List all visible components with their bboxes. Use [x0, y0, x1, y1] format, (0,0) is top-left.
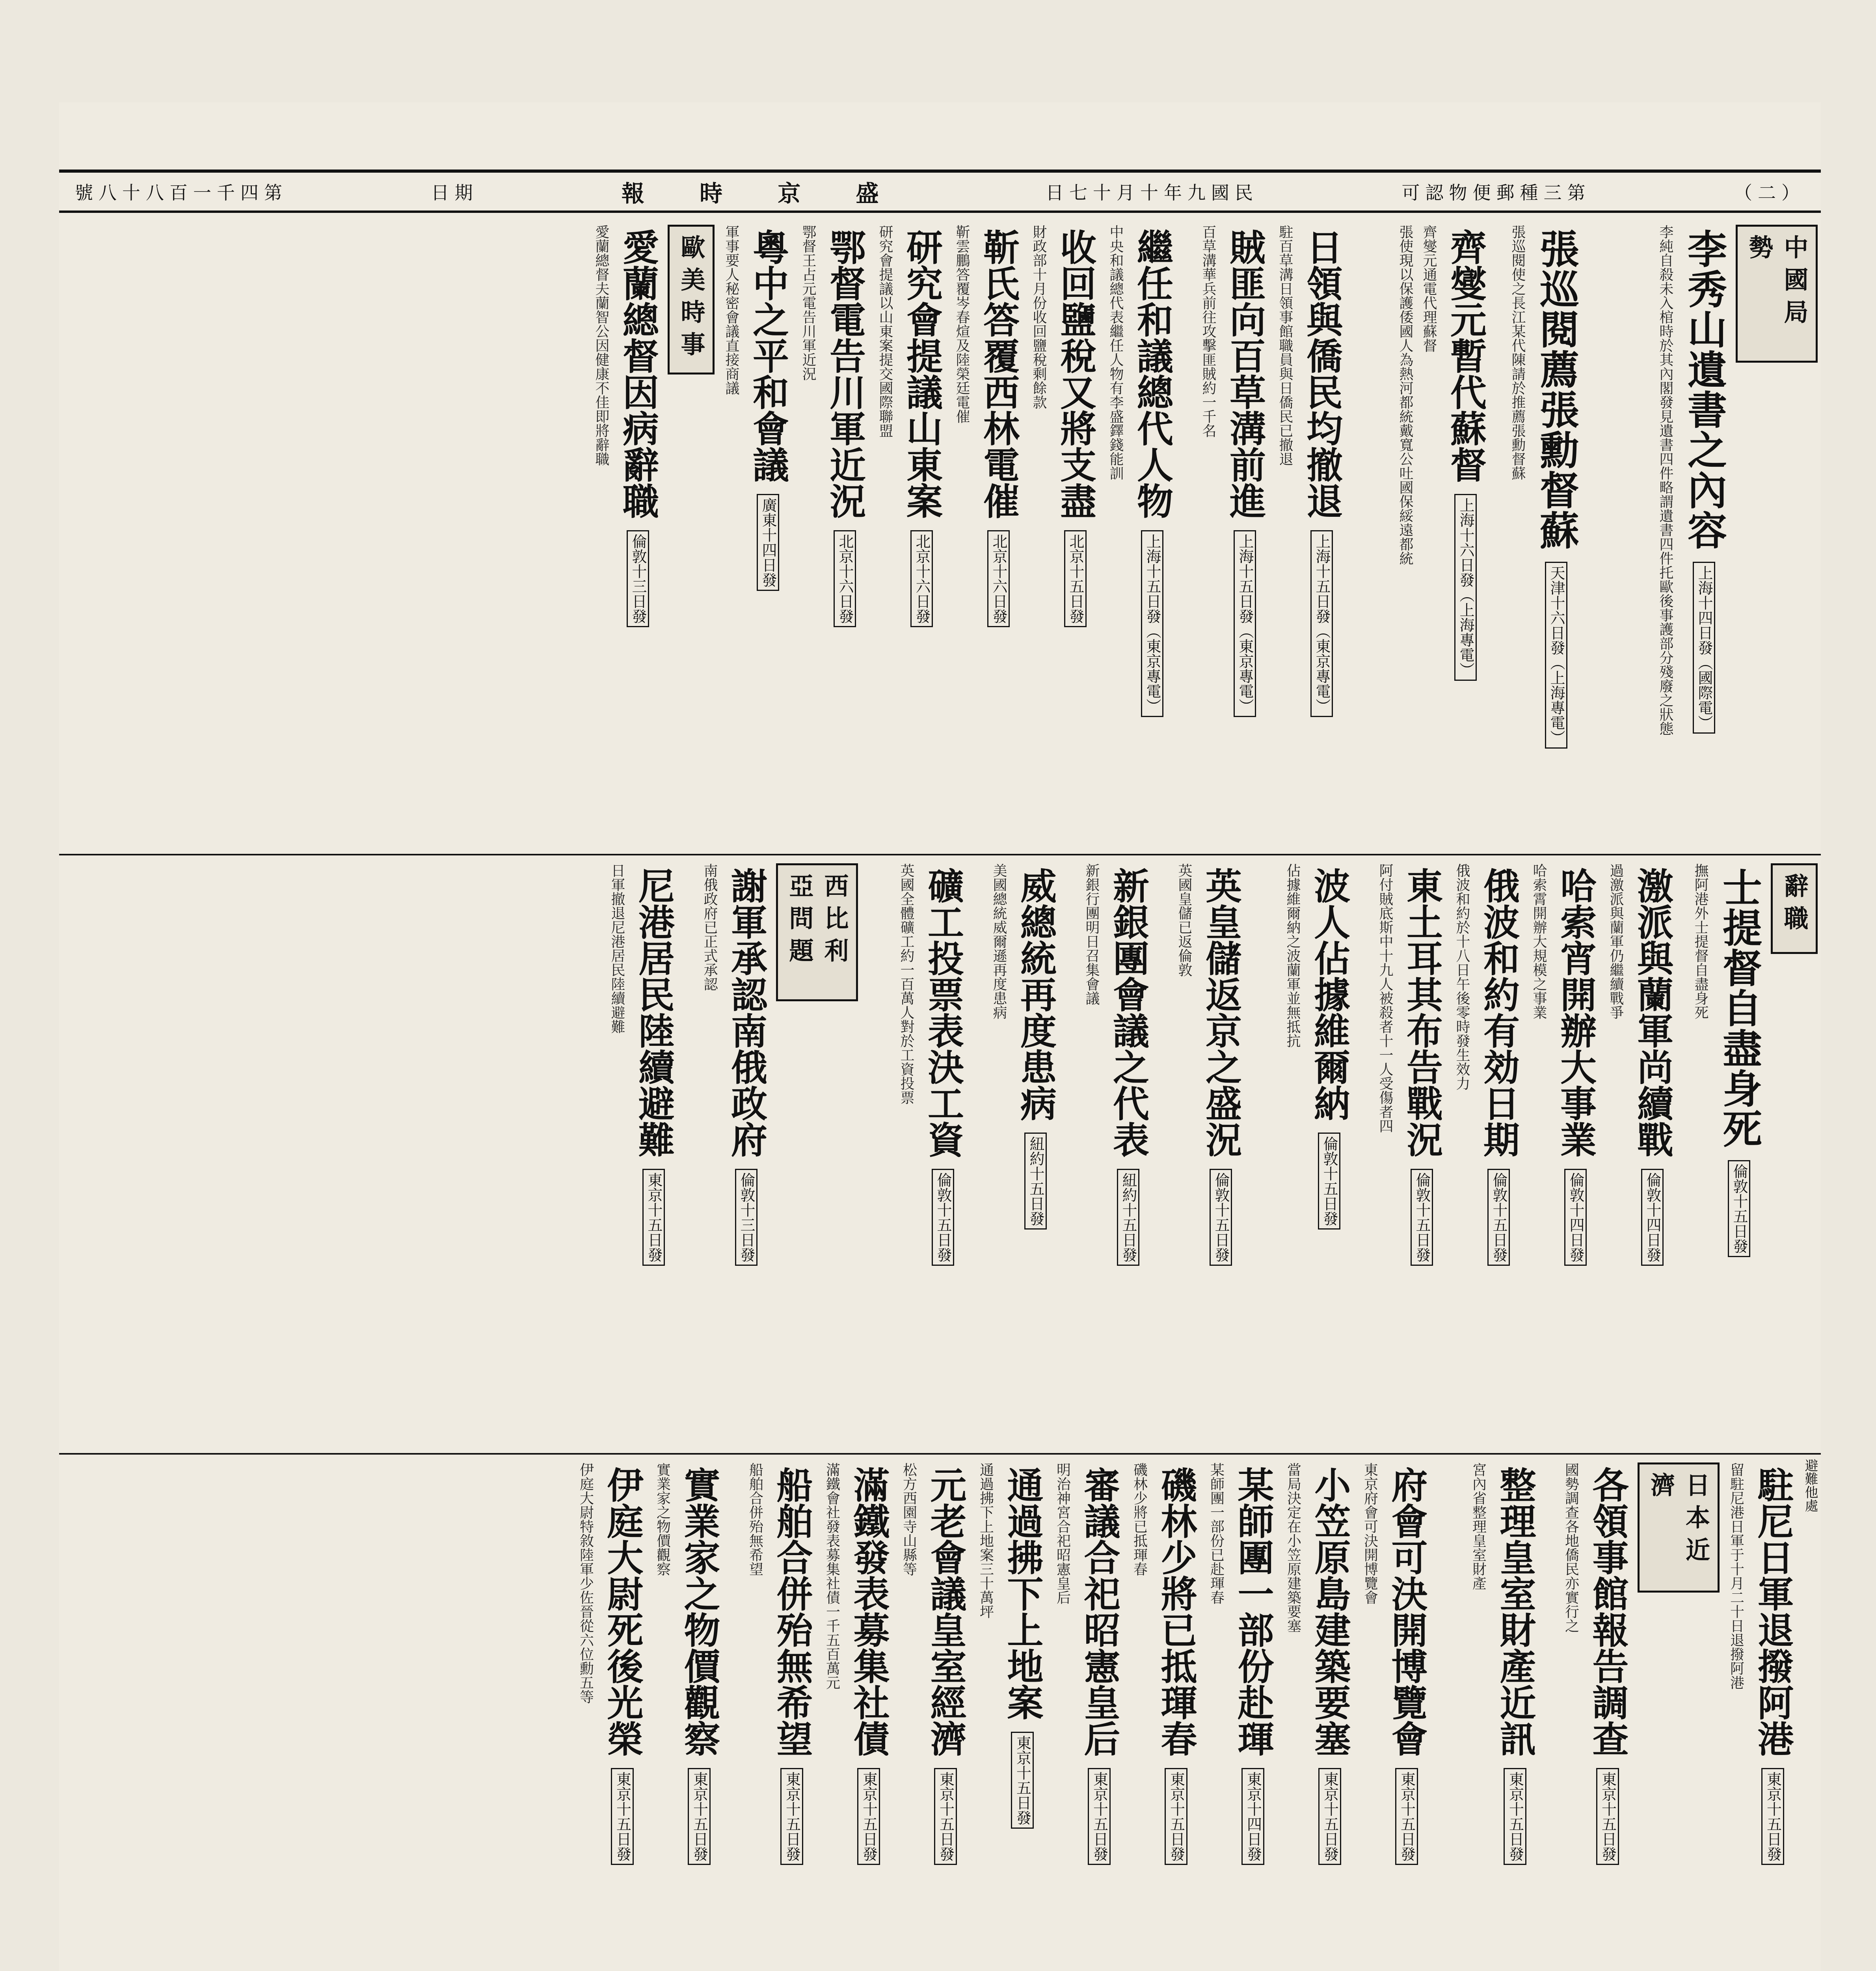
weekday: 日期: [431, 182, 478, 203]
article-35-title: 元老會議皇室經濟: [924, 1466, 967, 1757]
article-13-title: 愛蘭總督因病辭職: [617, 229, 659, 519]
article-2-title: 張巡閱薦張勳督蘇: [1533, 229, 1580, 550]
article-39-dateline: 東京十五日發: [611, 1768, 634, 1865]
article-29-title: 府會可決開博覽會: [1385, 1466, 1428, 1757]
article-11-body: 鄂督王占元電告川軍近況: [800, 225, 816, 381]
article-20: [1194, 855, 1247, 1453]
article-8-title: 收回鹽稅又將支盡: [1054, 229, 1097, 519]
article-30-title: 小笠原島建築要塞: [1308, 1466, 1351, 1757]
article-15: [1626, 855, 1679, 1453]
article-9-dateline: 北京十六日發: [987, 530, 1010, 627]
article-28-title: 整理皇室財產近訊: [1494, 1466, 1537, 1757]
article-14-dateline: 倫敦十五日發: [1728, 1160, 1751, 1257]
article-28-dateline: 東京十五日發: [1504, 1768, 1526, 1865]
article-17-dateline: 倫敦十五日發: [1487, 1169, 1510, 1266]
article-6-dateline: 上海十五日發（東京專電）: [1234, 530, 1256, 717]
article-34-dateline: 東京十五日發: [1011, 1732, 1034, 1829]
article-20-body: 英國皇儲已返倫敦: [1176, 863, 1192, 977]
article-35: [919, 1455, 972, 1971]
article-26-body: 留駐尼港日軍于十月二十日退撥阿港: [1728, 1462, 1744, 1690]
article-17-title: 俄波和約有効日期: [1478, 867, 1520, 1157]
article-22-dateline: 紐約十五日發: [1024, 1133, 1047, 1230]
article-22: [1009, 855, 1062, 1453]
article-12-body: 軍事要人秘密會議直接商議: [723, 225, 739, 395]
article-38-title: 實業家之物價觀察: [678, 1466, 721, 1757]
article-18-title: 東土耳其布告戰況: [1401, 867, 1443, 1157]
article-21-body: 新銀行團明日召集會議: [1083, 863, 1100, 1005]
article-15-dateline: 倫敦十四日發: [1641, 1169, 1664, 1266]
article-12: [741, 217, 795, 854]
newspaper-page: [59, 102, 1821, 1971]
issue-number: 號八十八百一千四第: [75, 182, 288, 203]
article-23-title: 礦工投票表決工資: [922, 867, 964, 1157]
newspaper-name: 報 時 京 盛: [621, 180, 903, 207]
article-31: [1226, 1455, 1280, 1971]
article-28-body: 宮內省整理皇室財產: [1470, 1462, 1487, 1590]
article-2: [1528, 217, 1585, 854]
section-japan-news: 日本近濟: [1638, 1462, 1720, 1593]
article-24: [720, 855, 773, 1453]
article-3-body: 齊燮元通電代理蘇督: [1421, 225, 1437, 352]
article-16-body: 哈索霄開辦大規模之事業: [1531, 863, 1547, 1019]
article-11: [818, 217, 871, 854]
article-2-body: 張巡閱使之長江某代陳請於推薦張勳督蘇: [1509, 225, 1526, 480]
masthead: [59, 170, 1821, 213]
section-world-affairs: 歐美時事: [668, 225, 715, 374]
article-33-dateline: 東京十五日發: [1088, 1768, 1111, 1865]
article-13-dateline: 倫敦十三日發: [627, 530, 650, 627]
band-world: [59, 855, 1821, 1455]
article-4-body: 張使現以保護倭國人為熱河都統戴寬公吐國保綏遠都統: [1397, 225, 1413, 565]
article-23: [916, 855, 970, 1453]
article-24-body: 南俄政府已正式承認: [702, 863, 718, 991]
article-1-title: 李秀山遺書之內容: [1681, 229, 1727, 550]
article-37-title: 船舶合併殆無希望: [770, 1466, 813, 1757]
article-21-title: 新銀團會議之代表: [1107, 867, 1150, 1157]
article-35-dateline: 東京十五日發: [934, 1768, 957, 1865]
article-36-body: 滿鐵會社發表募集社債一千五百萬元: [824, 1462, 840, 1690]
article-1-body: 李純自殺未入棺時於其內閣發見遺書四件略謂遺書四件托歐後事護部分殘廢之狀態: [1657, 225, 1673, 736]
article-8: [1049, 217, 1102, 854]
article-20-dateline: 倫敦十五日發: [1210, 1169, 1232, 1266]
article-10-dateline: 北京十六日發: [910, 530, 933, 627]
article-33-body: 明治神宮合祀昭憲皇后: [1054, 1462, 1071, 1604]
article-37: [765, 1455, 819, 1971]
article-10-title: 研究會提議山東案: [901, 229, 943, 519]
article-5: [1295, 217, 1348, 854]
article-26: [1746, 1455, 1800, 1971]
article-34: [996, 1455, 1049, 1971]
article-22-body: 美國總統威爾遜再度患病: [991, 863, 1007, 1019]
article-13-body: 愛蘭總督夫蘭智公因健康不佳即將辭職: [593, 225, 609, 466]
article-9: [972, 217, 1025, 854]
article-25-dateline: 東京十五日發: [642, 1169, 665, 1266]
article-7-dateline: 上海十五日發（東京專電）: [1141, 530, 1164, 717]
article-9-title: 靳氏答覆西林電催: [977, 229, 1020, 519]
article-32-body: 磯林少將已抵琿春: [1131, 1462, 1148, 1576]
article-11-title: 鄂督電告川軍近況: [824, 229, 866, 519]
article-27: [1581, 1455, 1634, 1971]
article-9-body: 靳雲鵬答覆岑春煊及陸榮廷電催: [954, 225, 970, 423]
article-37-body: 船舶合併殆無希望: [747, 1462, 763, 1576]
article-36-dateline: 東京十五日發: [857, 1768, 880, 1865]
article-38: [673, 1455, 726, 1971]
band-china: [59, 217, 1821, 855]
article-11-dateline: 北京十六日發: [834, 530, 856, 627]
article-27-body: 國勢調查各地僑民亦實行之: [1563, 1462, 1579, 1633]
article-15-body: 過激派與蘭軍仍繼續戰爭: [1608, 863, 1624, 1019]
article-19-dateline: 倫敦十五日發: [1318, 1133, 1341, 1230]
article-30-dateline: 東京十五日發: [1318, 1768, 1341, 1865]
publication-date: 日七十月十年九國民: [1046, 182, 1259, 203]
section-siberia: 西比利亞問題: [776, 863, 858, 1001]
band-japan: [59, 1455, 1821, 1971]
article-3: [1439, 217, 1492, 854]
article-16-dateline: 倫敦十四日發: [1564, 1169, 1587, 1266]
article-27-title: 各領事館報告調查: [1586, 1466, 1629, 1757]
article-23-body: 英國全體礦工約一百萬人對於工資投票: [898, 863, 914, 1105]
article-20-title: 英皇儲返京之盛況: [1200, 867, 1242, 1157]
article-19-title: 波人佔據維爾納: [1308, 867, 1351, 1121]
article-8-body: 財政部十月份收回鹽稅剩餘款: [1031, 225, 1047, 409]
article-21-dateline: 紐約十五日發: [1117, 1169, 1140, 1266]
article-31-title: 某師團一部份赴琿: [1232, 1466, 1275, 1757]
article-24-title: 謝軍承認南俄政府: [725, 867, 768, 1157]
article-5-title: 日領與僑民均撤退: [1301, 229, 1343, 519]
article-18-body: 阿付賊底斯中十九人被殺者十一人受傷者四: [1377, 863, 1393, 1133]
article-24-dateline: 倫敦十三日發: [735, 1169, 758, 1266]
article-21: [1102, 855, 1155, 1453]
article-14-title: 士提督自盡身死: [1716, 867, 1762, 1149]
article-1-dateline: 上海十四日發（國際電）: [1693, 562, 1716, 734]
article-28: [1489, 1455, 1542, 1971]
article-5-dateline: 上海十五日發（東京專電）: [1310, 530, 1333, 717]
article-6-title: 賊匪向百草溝前進: [1224, 229, 1266, 519]
article-26-title: 駐尼日軍退撥阿港: [1751, 1466, 1794, 1757]
article-18-dateline: 倫敦十五日發: [1411, 1169, 1433, 1266]
article-34-title: 通過拂下上地案: [1001, 1466, 1044, 1720]
article-23-dateline: 倫敦十五日發: [932, 1169, 955, 1266]
page-number: （二）: [1734, 182, 1805, 203]
article-14-body: 撫阿港外士提督自盡身死: [1692, 863, 1708, 1019]
article-35-body: 松方西園寺山縣等: [901, 1462, 917, 1576]
article-7-title: 繼任和議總代人物: [1131, 229, 1174, 519]
article-12-title: 粵中之平和會議: [747, 229, 789, 483]
article-6-body: 百草溝華兵前往攻擊匪賊約一千名: [1200, 225, 1216, 438]
article-32-title: 磯林少將已抵琿春: [1155, 1466, 1198, 1757]
article-22-title: 威總統再度患病: [1014, 867, 1057, 1121]
article-32: [1150, 1455, 1203, 1971]
article-7-body: 中央和議總代表繼任人物有李盛鐸錢能訓: [1107, 225, 1124, 480]
article-3-title: 齊燮元暫代蘇督: [1444, 229, 1487, 483]
article-36: [842, 1455, 895, 1971]
article-3-dateline: 上海十六日發（上海專電）: [1454, 494, 1477, 681]
article-29-body: 東京府會可決開博覽會: [1362, 1462, 1378, 1604]
article-25-title: 尼港居民陸續避難: [633, 867, 675, 1157]
article-18: [1395, 855, 1448, 1453]
article-8-dateline: 北京十五日發: [1064, 530, 1087, 627]
article-32-dateline: 東京十五日發: [1165, 1768, 1187, 1865]
article-38-dateline: 東京十五日發: [688, 1768, 711, 1865]
article-25: [627, 855, 680, 1453]
article-30-body: 當局決定在小笠原建築要塞: [1285, 1462, 1301, 1633]
postal-registration: 可認物便郵種三第: [1401, 182, 1591, 203]
article-19: [1303, 855, 1356, 1453]
article-39-title: 伊庭大尉死後光榮: [601, 1466, 644, 1757]
article-12-dateline: 廣東十四日發: [757, 494, 780, 591]
article-27-dateline: 東京十五日發: [1596, 1768, 1619, 1865]
article-29-dateline: 東京十五日發: [1395, 1768, 1418, 1865]
article-17: [1472, 855, 1525, 1453]
article-38-body: 實業家之物價觀察: [654, 1462, 671, 1576]
article-16: [1549, 855, 1602, 1453]
article-29: [1380, 1455, 1433, 1971]
article-33-title: 審議合祀昭憲皇后: [1078, 1466, 1121, 1757]
article-10: [895, 217, 948, 854]
article-13: [611, 217, 664, 854]
article-39: [596, 1455, 649, 1971]
article-33: [1073, 1455, 1126, 1971]
article-10-body: 研究會提議以山東案提交國際聯盟: [877, 225, 893, 438]
article-31-dateline: 東京十四日發: [1241, 1768, 1264, 1865]
article-25-body: 日軍撤退尼港居民陸續避難: [609, 863, 625, 1034]
article-7: [1126, 217, 1179, 854]
refugee-notice: 避難他處: [1802, 1459, 1818, 1512]
article-1: [1675, 217, 1733, 854]
article-15-title: 激派與蘭軍尚續戰: [1631, 867, 1674, 1157]
article-14: [1710, 855, 1768, 1453]
article-5-body: 駐百草溝日領事館職員與日僑民已撤退: [1277, 225, 1293, 466]
article-19-body: 佔據維爾納之波蘭軍並無抵抗: [1284, 863, 1301, 1048]
article-26-dateline: 東京十五日發: [1761, 1768, 1784, 1865]
section-resignation: 辭職: [1771, 863, 1818, 954]
article-34-body: 通過拂下上地案三十萬坪: [977, 1462, 994, 1619]
article-31-body: 某師團一部份已赴琿春: [1208, 1462, 1225, 1604]
section-china-affairs: 中國局勢: [1736, 225, 1818, 363]
article-39-body: 伊庭大尉特敘陸軍少佐晉從六位勳五等: [577, 1462, 594, 1704]
article-2-dateline: 天津十六日發（上海專電）: [1545, 562, 1568, 749]
article-17-body: 俄波和約於十八日午後零時發生效力: [1454, 863, 1470, 1090]
article-37-dateline: 東京十五日發: [780, 1768, 803, 1865]
article-30: [1303, 1455, 1357, 1971]
article-6: [1218, 217, 1271, 854]
article-36-title: 滿鐵發表募集社債: [847, 1466, 890, 1757]
article-16-title: 哈索宵開辦大事業: [1554, 867, 1597, 1157]
